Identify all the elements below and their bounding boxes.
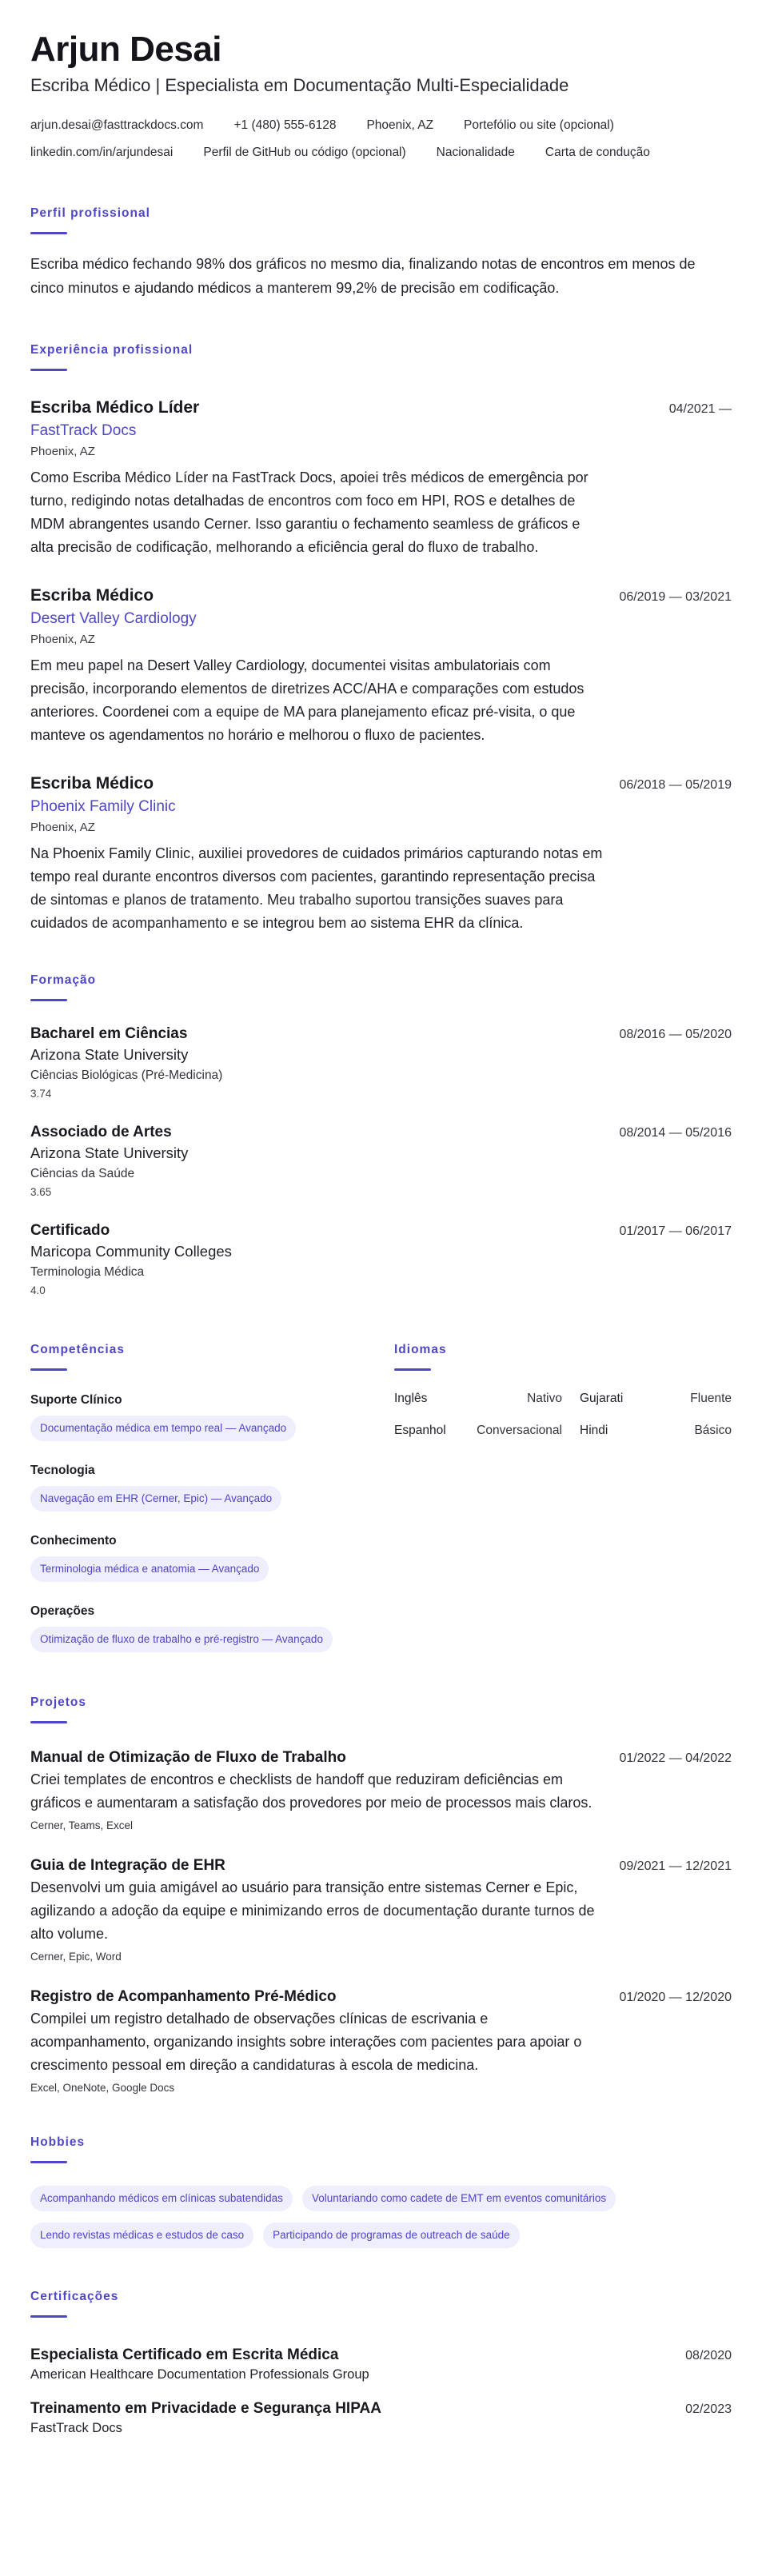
- job-location: Phoenix, AZ: [30, 445, 95, 458]
- section-title: Projetos: [30, 1695, 87, 1709]
- skill-pill: Navegação em EHR (Cerner, Epic) — Avançado: [30, 1486, 281, 1512]
- education-section: [30, 973, 732, 1296]
- gpa: 3.74: [30, 1088, 52, 1100]
- experience-item: [30, 586, 732, 747]
- section-divider: [30, 1368, 67, 1371]
- job-description: Em meu papel na Desert Valley Cardiology, documentei visitas ambulatoriais com precisão, incorporando elementos de diretrizes ACC/AHA e comparações com estudos anteriores. Coordenei com a equipe de MA para planejamento eficaz pré-visita, o que manteve os agendamentos no horário e melhorou o fluxo de pacientes.: [30, 657, 584, 743]
- project-tools: Cerner, Teams, Excel: [30, 1819, 134, 1831]
- project-dates: 01/2022 — 04/2022: [619, 1751, 732, 1765]
- contact-driving-license: Carta de condução: [545, 146, 650, 159]
- job-dates: 06/2019 — 03/2021: [619, 590, 732, 604]
- school-name: Arizona State University: [30, 1144, 189, 1161]
- section-divider: [30, 999, 67, 1001]
- projects-section: [30, 1695, 732, 2094]
- company-name[interactable]: FastTrack Docs: [30, 422, 137, 439]
- language-level: Conversacional: [477, 1424, 562, 1437]
- project-item: [30, 1857, 732, 1963]
- certification-date: 02/2023: [685, 2402, 732, 2416]
- job-description: Na Phoenix Family Clinic, auxiliei provedores de cuidados primários capturando notas em tempo real durante encontros diversos com pacientes, garantindo representação precisa de sintomas e planos de tratamento. Meu trabalho suportou transições suaves para cuidados de acompanhamento e se integrou bem ao sistema EHR da clínica.: [30, 845, 603, 931]
- job-title: Escriba Médico Líder: [30, 398, 200, 417]
- experience-item: [30, 774, 732, 935]
- hobby-pill: Acompanhando médicos em clínicas subatendidas: [30, 2186, 293, 2211]
- company-name[interactable]: Phoenix Family Clinic: [30, 798, 176, 815]
- section-divider: [30, 369, 67, 371]
- profile-summary: Escriba médico fechando 98% dos gráficos no mesmo dia, finalizando notas de encontros em menos de cinco minutos e ajudando médicos a manterem 99,2% de precisão em codificação.: [30, 256, 696, 296]
- school-name: Arizona State University: [30, 1046, 189, 1063]
- job-dates: 04/2021 —: [668, 402, 732, 416]
- experience-item: [30, 398, 732, 559]
- section-title: Certificações: [30, 2290, 119, 2303]
- degree-name: Certificado: [30, 1222, 110, 1239]
- contact-nationality: Nacionalidade: [436, 146, 515, 159]
- candidate-headline: Escriba Médico | Especialista em Documentação Multi-Especialidade: [30, 75, 569, 95]
- gpa: 4.0: [30, 1284, 46, 1296]
- language-level: Nativo: [527, 1392, 562, 1405]
- section-divider: [30, 2161, 67, 2163]
- certification-issuer: American Healthcare Documentation Professionals Group: [30, 2367, 369, 2382]
- certifications-section: [30, 2290, 732, 2436]
- hobby-list: [30, 2186, 686, 2248]
- skill-pill: Otimização de fluxo de trabalho e pré-registro — Avançado: [30, 1627, 333, 1652]
- section-title: Experiência profissional: [30, 343, 193, 357]
- section-divider: [30, 232, 67, 234]
- section-title: Competências: [30, 1343, 125, 1356]
- language-name: Espanhol: [394, 1424, 446, 1437]
- hobby-pill: Voluntariando como cadete de EMT em eventos comunitários: [302, 2186, 616, 2211]
- language-level: Fluente: [690, 1392, 732, 1405]
- job-description: Como Escriba Médico Líder na FastTrack Docs, apoiei três médicos de emergência por turno, redigindo notas detalhadas de encontros com foco em HPI, ROS e detalhes de MDM abrangentes usando Cerner. Isso garantiu o fechamento seamless de gráficos e alta precisão de codificação, melhorando a eficiência geral do fluxo de trabalho.: [30, 469, 588, 555]
- education-item: [30, 1222, 732, 1296]
- school-name: Maricopa Community Colleges: [30, 1243, 232, 1260]
- degree-name: Bacharel em Ciências: [30, 1025, 188, 1042]
- project-item: [30, 1988, 732, 2094]
- contact-email[interactable]: arjun.desai@fasttrackdocs.com: [30, 118, 204, 132]
- education-item: [30, 1124, 732, 1198]
- skill-category: Suporte Clínico: [30, 1393, 122, 1407]
- skill-group: [30, 1604, 394, 1652]
- field-of-study: Ciências da Saúde: [30, 1167, 135, 1180]
- job-title: Escriba Médico: [30, 774, 154, 793]
- project-item: [30, 1749, 732, 1831]
- skills-languages-row: [30, 1343, 732, 1652]
- job-dates: 06/2018 — 05/2019: [619, 778, 732, 792]
- language-name: Gujarati: [580, 1392, 624, 1405]
- skill-category: Operações: [30, 1604, 95, 1618]
- certification-date: 08/2020: [685, 2349, 732, 2362]
- contact-linkedin[interactable]: linkedin.com/in/arjundesai: [30, 146, 174, 159]
- project-description: Criei templates de encontros e checklists de handoff que reduziram deficiências em gráficos e aumentaram a satisfação dos provedores por meio de processos mais claros.: [30, 1771, 592, 1811]
- skills-section: [30, 1343, 394, 1652]
- hobbies-section: [30, 2135, 732, 2248]
- contact-phone[interactable]: +1 (480) 555-6128: [233, 118, 337, 132]
- skill-group: [30, 1464, 394, 1512]
- project-description: Desenvolvi um guia amigável ao usuário para transição entre sistemas Cerner e Epic, agilizando a adoção da equipe e minimizando erros de documentação durante turnos de alto volume.: [30, 1879, 595, 1942]
- language-list: [394, 1392, 732, 1438]
- project-dates: 01/2020 — 12/2020: [619, 1991, 732, 2004]
- section-title: Perfil profissional: [30, 206, 150, 220]
- skill-pill: Terminologia médica e anatomia — Avançado: [30, 1556, 269, 1582]
- hobby-pill: Participando de programas de outreach de saúde: [263, 2223, 519, 2248]
- skill-group: [30, 1393, 394, 1441]
- education-dates: 08/2016 — 05/2020: [619, 1028, 732, 1041]
- contact-list: [30, 118, 732, 160]
- job-title: Escriba Médico: [30, 586, 154, 605]
- hobby-pill: Lendo revistas médicas e estudos de caso: [30, 2223, 253, 2248]
- skill-group: [30, 1534, 394, 1582]
- project-tools: Cerner, Epic, Word: [30, 1951, 122, 1963]
- certification-item: [30, 2400, 732, 2436]
- resume-header: [30, 29, 732, 160]
- field-of-study: Ciências Biológicas (Pré-Medicina): [30, 1068, 223, 1082]
- education-item: [30, 1025, 732, 1100]
- degree-name: Associado de Artes: [30, 1124, 172, 1140]
- language-name: Hindi: [580, 1424, 608, 1437]
- skill-category: Conhecimento: [30, 1534, 117, 1548]
- project-name: Guia de Integração de EHR: [30, 1857, 225, 1874]
- field-of-study: Terminologia Médica: [30, 1265, 145, 1279]
- project-name: Manual de Otimização de Fluxo de Trabalho: [30, 1749, 346, 1766]
- education-dates: 01/2017 — 06/2017: [619, 1224, 732, 1238]
- section-divider: [394, 1368, 431, 1371]
- project-dates: 09/2021 — 12/2021: [619, 1859, 732, 1873]
- project-name: Registro de Acompanhamento Pré-Médico: [30, 1988, 337, 2005]
- skill-pill: Documentação médica em tempo real — Avançado: [30, 1416, 296, 1441]
- certification-name: Especialista Certificado em Escrita Médica: [30, 2346, 339, 2363]
- project-tools: Excel, OneNote, Google Docs: [30, 2082, 175, 2094]
- section-title: Formação: [30, 973, 97, 987]
- gpa: 3.65: [30, 1186, 52, 1198]
- language-name: Inglês: [394, 1392, 428, 1405]
- contact-github[interactable]: Perfil de GitHub ou código (opcional): [203, 146, 406, 159]
- section-title: Hobbies: [30, 2135, 86, 2149]
- language-level: Básico: [694, 1424, 732, 1437]
- education-dates: 08/2014 — 05/2016: [619, 1126, 732, 1140]
- skill-category: Tecnologia: [30, 1464, 95, 1477]
- certification-name: Treinamento em Privacidade e Segurança HIPAA: [30, 2400, 381, 2417]
- job-location: Phoenix, AZ: [30, 821, 95, 834]
- section-title: Idiomas: [394, 1343, 447, 1356]
- certification-issuer: FastTrack Docs: [30, 2421, 122, 2435]
- company-name[interactable]: Desert Valley Cardiology: [30, 610, 197, 627]
- section-divider: [30, 1721, 67, 1723]
- profile-section: [30, 206, 732, 300]
- project-description: Compilei um registro detalhado de observações clínicas de escrivania e acompanhamento, organizando insights sobre interações com pacientes para apoiar o crescimento pessoal em direção a candidaturas à escola de medicina.: [30, 2011, 582, 2073]
- contact-portfolio[interactable]: Portefólio ou site (opcional): [464, 118, 614, 132]
- contact-location: Phoenix, AZ: [366, 118, 434, 132]
- languages-section: [394, 1343, 732, 1652]
- experience-section: [30, 343, 732, 935]
- candidate-name: Arjun Desai: [30, 30, 222, 69]
- section-divider: [30, 2315, 67, 2318]
- job-location: Phoenix, AZ: [30, 633, 95, 646]
- certification-item: [30, 2346, 732, 2382]
